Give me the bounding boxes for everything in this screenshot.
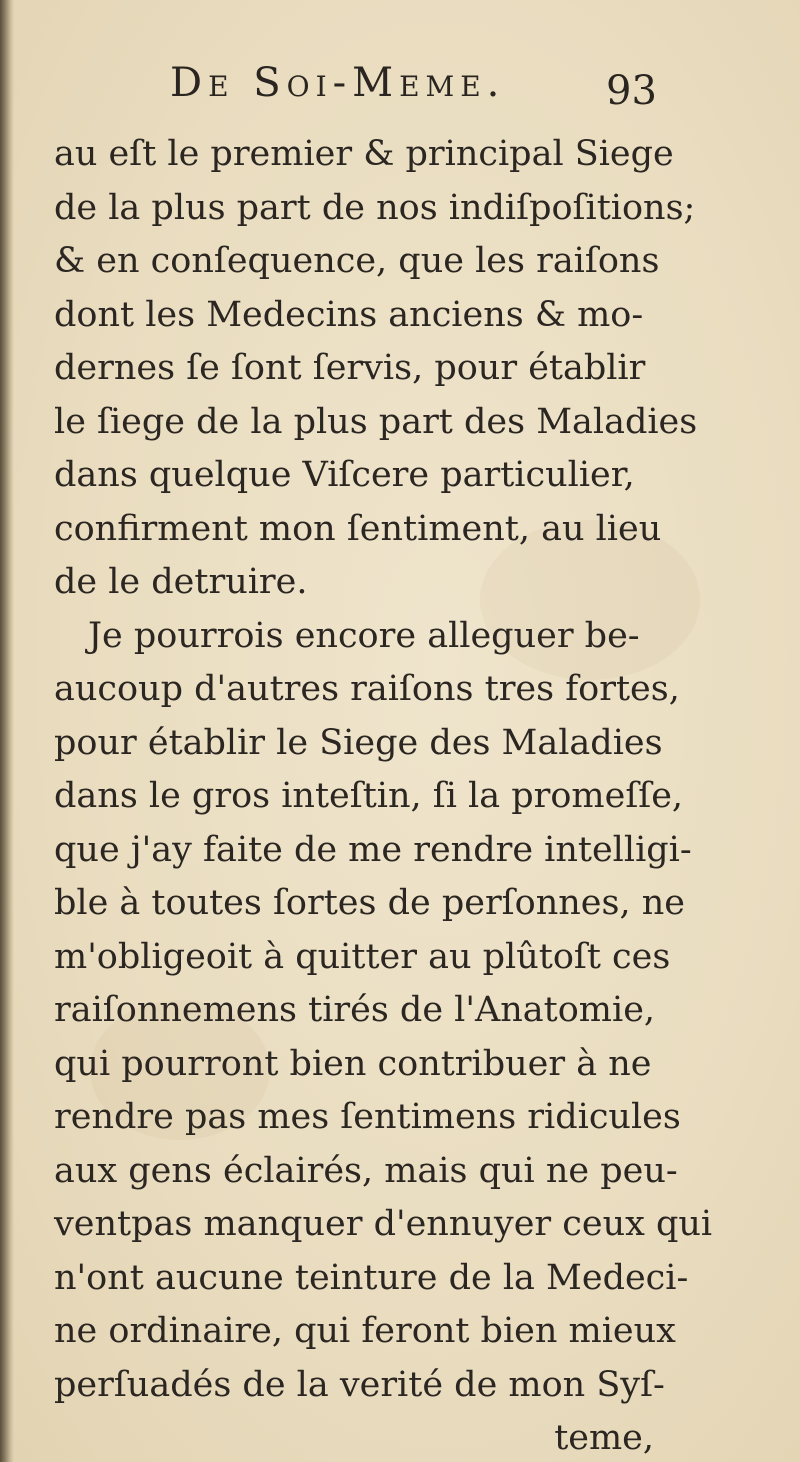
text-line: le ſiege de la plus part des Maladies xyxy=(54,401,698,442)
page-number: 93 xyxy=(606,68,657,114)
text-line: dans quelque Viſcere particulier, xyxy=(54,455,635,495)
paragraph-start-line: Je pourrois encore alleguer be- xyxy=(88,615,640,656)
text-line: rendre pas mes ſentimens ridicules xyxy=(54,1097,681,1137)
text-line: au eſt le premier & principal Siege xyxy=(54,134,674,174)
text-line: aux gens éclairés, mais qui ne peu- xyxy=(54,1150,678,1191)
text-line: confirment mon ſentiment, au lieu xyxy=(54,508,662,549)
text-line: que j'ay faite de me rendre intelligi- xyxy=(54,829,692,870)
text-line: n'ont aucune teinture de la Medeci- xyxy=(54,1257,689,1298)
text-line: ventpas manquer d'ennuyer ceux qui xyxy=(54,1204,713,1244)
book-spine-shadow xyxy=(0,0,14,1462)
text-line: qui pourront bien contribuer à ne xyxy=(54,1043,652,1084)
text-line: m'obligeoit à quitter au plûtoſt ces xyxy=(54,936,671,977)
body-text xyxy=(54,128,713,1462)
running-title: De Soi-Meme. xyxy=(170,60,506,106)
text-line: pour établir le Siege des Maladies xyxy=(54,722,663,763)
text-line: ble à toutes ſortes de perſonnes, ne xyxy=(54,883,685,923)
text-line: dans le gros inteſtin, ſi la promeſſe, xyxy=(54,776,684,816)
text-line: ne ordinaire, qui feront bien mieux xyxy=(54,1311,676,1351)
text-line: dernes ſe ſont ſervis, pour établir xyxy=(54,348,646,388)
catchword: teme, xyxy=(554,1418,654,1458)
text-line: perſuadés de la verité de mon Syſ- xyxy=(54,1364,665,1405)
text-line: de la plus part de nos indiſpoſitions; xyxy=(54,187,696,228)
text-line: dont les Medecins anciens & mo- xyxy=(54,294,644,335)
text-line: & en conſequence, que les raiſons xyxy=(54,241,660,281)
text-line: de le detruire. xyxy=(54,562,308,602)
text-line: aucoup d'autres raiſons tres fortes, xyxy=(54,669,680,709)
text-line: raiſonnemens tirés de l'Anatomie, xyxy=(54,990,656,1030)
